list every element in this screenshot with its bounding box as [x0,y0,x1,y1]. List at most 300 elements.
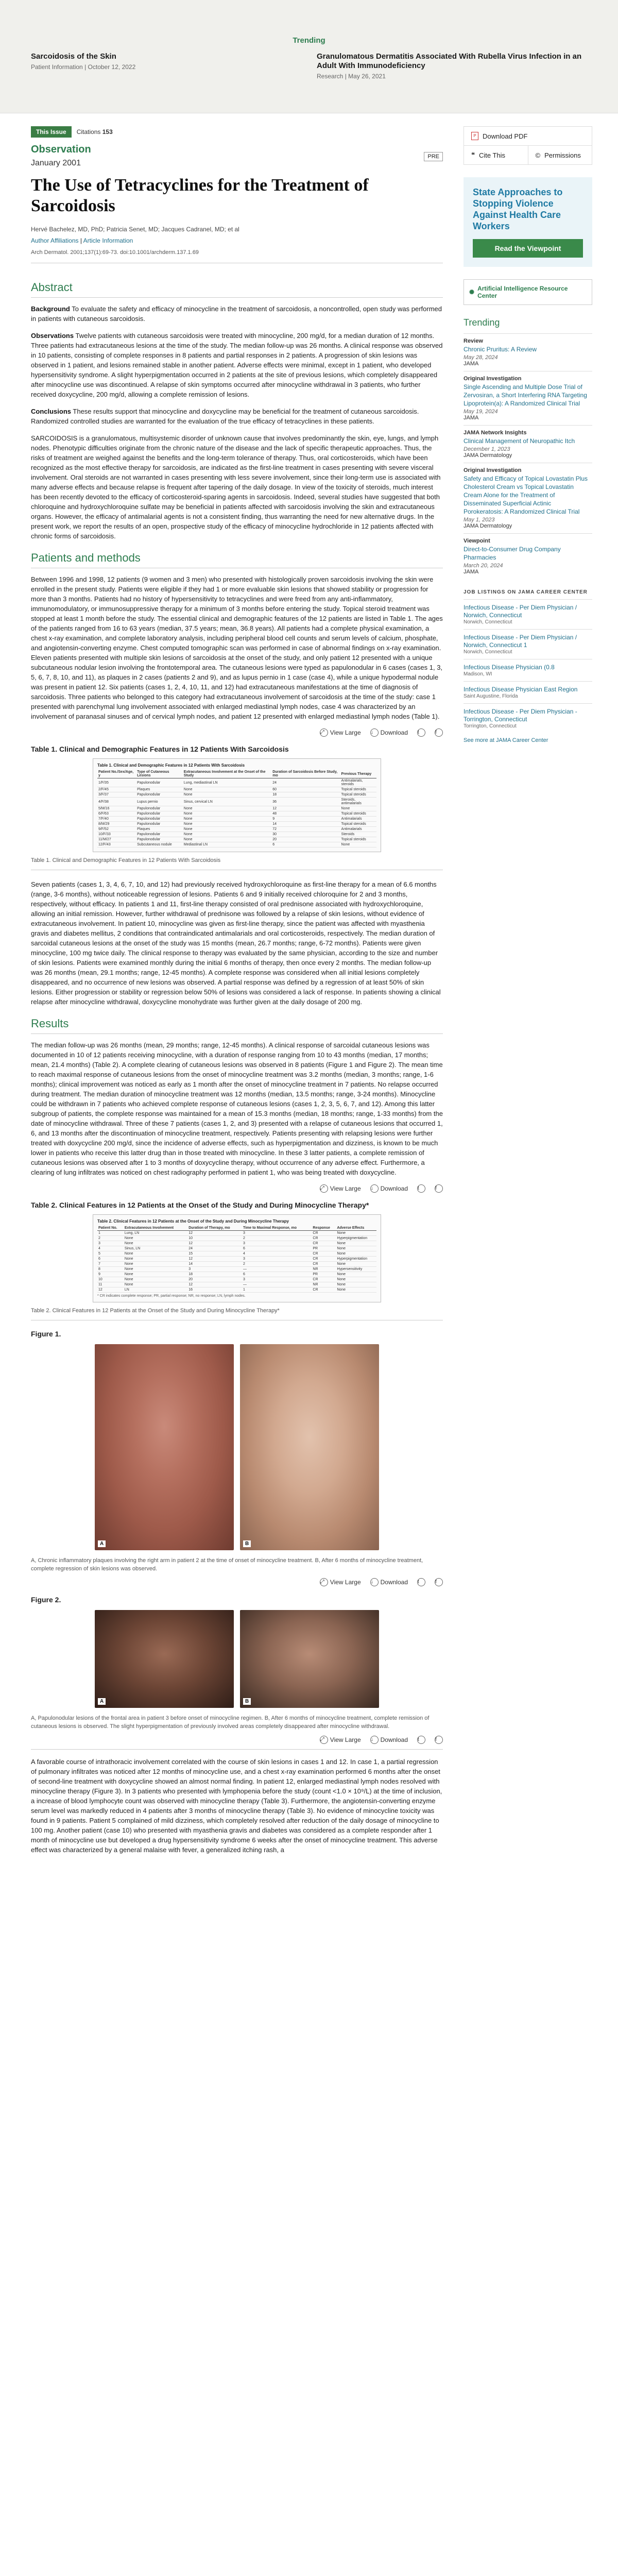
job-listings-heading: JOB LISTINGS ON JAMA CAREER CENTER [464,589,588,595]
table-header-cell: Time to Maximal Response, mo [242,1226,312,1231]
table-row [97,798,376,806]
sidebar-item-title[interactable]: Clinical Management of Neuropathic Itch [464,437,575,445]
sidebar-trending-item[interactable] [464,463,592,533]
table-cell: Subcutaneous nodule [136,842,183,848]
table-cell: 14 [187,1262,242,1267]
download-pdf-button[interactable]: P Download PDF [464,127,592,146]
job-item[interactable] [464,681,592,703]
figure2-tag-b: B [243,1698,251,1705]
job-item[interactable] [464,703,592,733]
table-header-cell: Previous Therapy [340,770,376,778]
table-header-cell: Response [312,1226,336,1231]
table-cell: Hyperpigmentation [336,1236,376,1241]
abstract-conclusions: Conclusions These results support that minocycline and doxycycline may be beneficial for the treatment of cutaneous sarcoidosis. Randomized controlled studies are warranted for the evaluation of the true efficacy of tetracyclines in these patients. [31,408,419,425]
table-row [97,792,376,798]
article-tools [464,126,592,165]
table2-actions [31,1184,443,1193]
table-cell: Hyperpigmentation [336,1257,376,1262]
table-cell: Sinus, LN [124,1246,187,1251]
table-cell: None [336,1241,376,1246]
citation-line: Arch Dermatol. 2001;137(1):69-73. doi:10.1001/archderm.137.1.69 [31,249,443,263]
table-row [97,787,376,792]
table-row [97,822,376,827]
table-cell: Plaques [136,787,183,792]
table-row [97,806,376,811]
table-cell: 1/F/35 [97,778,136,787]
facebook-icon[interactable]: f [435,728,443,737]
job-title[interactable]: Infectious Disease - Per Diem Physician - Torrington, Connecticut [464,708,577,723]
table-cell: 20 [187,1277,242,1282]
table-cell: Steroids, antimalarials [340,798,376,806]
sidebar-item-journal: JAMA [464,415,479,421]
sidebar-item-date: March 20, 2024 [464,563,503,569]
download-button[interactable]: ↓ Download [370,1736,408,1743]
expand-icon: ⤢ [320,1184,328,1193]
table-cell: Topical steroids [340,787,376,792]
permissions-button[interactable]: © Permissions [535,151,581,159]
table-cell: 10/F/33 [97,832,136,837]
download-button[interactable]: ↓ Download [370,729,408,736]
table-cell: 18 [271,792,340,798]
table-row [97,778,376,787]
table-cell: None [183,806,271,811]
table-cell: None [336,1277,376,1282]
expand-icon: ⤢ [320,1736,328,1744]
figure1-photos[interactable] [31,1344,443,1550]
table-cell: Papulonodular [136,822,183,827]
job-title[interactable]: Infectious Disease Physician (0.8 [464,664,555,671]
sidebar-item-journal: JAMA Dermatology [464,523,512,529]
sidebar-item-type: Review [464,338,483,344]
figure1-caption: A, Chronic inflammatory plaques involving the right arm in patient 2 at the time of onset of minocycline treatment. B, After 6 months of minocycline treatment, complete regression of skin lesions was observed. [31,1557,423,1572]
pdf-icon: P [471,132,478,140]
table-cell: None [183,817,271,822]
this-issue-badge[interactable]: This Issue [31,126,72,138]
ai-icon: ✺ [469,289,475,296]
table-cell: — [242,1267,312,1272]
sidebar-item-date: December 1, 2023 [464,446,510,452]
table-cell: None [124,1267,187,1272]
see-more-link[interactable]: See more at JAMA Career Center [464,737,548,743]
table-cell: 6/F/63 [97,811,136,817]
table-cell: 1 [97,1231,124,1236]
trending-row [31,52,587,80]
table-cell: 18 [187,1272,242,1277]
table-cell: Papulonodular [136,817,183,822]
table-cell: CR [312,1236,336,1241]
table-cell: NR [312,1282,336,1287]
ai-resource-center-link[interactable]: ✺ Artificial Intelligence Resource Center [464,279,592,305]
table-row [97,817,376,822]
table-cell: 16 [187,1287,242,1293]
table-cell: Papulonodular [136,806,183,811]
trending-card-date: October 12, 2022 [88,63,136,71]
job-title[interactable]: Infectious Disease - Per Diem Physician / Norwich, Connecticut [464,604,577,619]
table-row [97,1241,376,1246]
abstract-heading: Abstract [31,281,443,298]
table-cell: Antimalarials [340,817,376,822]
figure1-photo-a[interactable] [95,1344,234,1550]
table-row [97,842,376,848]
job-title[interactable]: Infectious Disease Physician East Region [464,686,578,693]
article-main [31,126,443,1862]
table-cell: 6 [271,842,340,848]
sidebar-trending-list [464,333,592,579]
table1-caption: Table 1. Clinical and Demographic Features in 12 Patients With Sarcoidosis [31,857,443,870]
sidebar-item-title[interactable]: Safety and Efficacy of Topical Lovastatin Plus Cholesterol Cream vs Topical Lovastatin Cream Alone for the Treatment of Disseminated Superficial Actinic Porokeratosis: A Randomized Clinical Trial [464,475,588,515]
pdf-badge[interactable]: PRE [424,152,443,161]
table2-title: Table 2. Clinical Features in 12 Patients at the Onset of the Study and During Minocycline Therapy* [31,1201,369,1209]
sidebar-trending-item[interactable] [464,371,592,425]
table-header-cell: Extracutaneous Involvement at the Onset of the Study [183,770,271,778]
table2-footnote: * CR indicates complete response; PR, partial response; NR, no response; LN, lymph nodes. [97,1294,246,1298]
trending-band [0,0,618,113]
table-cell: 1 [242,1287,312,1293]
table-cell: 60 [271,787,340,792]
table-cell: Lung, mediastinal LN [183,778,271,787]
table-cell: Topical steroids [340,822,376,827]
table-cell: Topical steroids [340,792,376,798]
sidebar-item-type: JAMA Network Insights [464,430,527,436]
job-list [464,599,592,733]
author-affiliations-link[interactable]: Author Affiliations [31,237,79,244]
sidebar-item-journal: JAMA Dermatology [464,452,512,459]
trending-section [31,36,587,80]
table-cell: 3 [242,1257,312,1262]
table2-caption: Table 2. Clinical Features in 12 Patients at the Onset of the Study and During Minocycline Therapy* [31,1308,443,1320]
table-row [97,1282,376,1287]
table-cell: None [183,837,271,842]
table1-image[interactable] [93,758,381,852]
table-cell: None [183,811,271,817]
table-cell: 20 [271,837,340,842]
trending-card-journal: Patient Information [31,63,83,71]
table-cell: 24 [271,778,340,787]
table-cell: 24 [187,1246,242,1251]
table-cell: 12 [187,1231,242,1236]
table-cell: 4 [242,1251,312,1257]
figure1-actions [31,1578,443,1586]
table-cell: None [336,1272,376,1277]
facebook-icon[interactable]: f [435,1578,443,1586]
table-cell: 14 [271,822,340,827]
figure1-photo-b[interactable] [240,1344,379,1550]
table-header-cell: Duration of Sarcoidosis Before Study, mo [271,770,340,778]
table-cell: CR [312,1251,336,1257]
table-cell: 2 [242,1262,312,1267]
view-large-button[interactable]: ⤢ View Large [320,729,361,736]
trending-card-date: May 26, 2021 [348,73,386,80]
table-cell: Papulonodular [136,792,183,798]
table-cell: None [340,842,376,848]
sidebar-item-type: Original Investigation [464,376,522,382]
copyright-icon: © [535,151,541,159]
sidebar-item-date: May 19, 2024 [464,409,498,415]
table-cell: Lung, LN [124,1231,187,1236]
table-row [97,1231,376,1236]
table-cell: Antimalarials, steroids [340,778,376,787]
table-cell: CR [312,1287,336,1293]
promo-title[interactable]: State Approaches to Stopping Violence Against Health Care Workers [473,187,563,231]
table-row [97,827,376,832]
view-large-button[interactable]: ⤢ View Large [320,1185,361,1192]
table-cell: 6 [97,1257,124,1262]
abstract-background: Background To evaluate the safety and efficacy of minocycline in the treatment of sarcoidosis, a noncontrolled, open study was performed in patients with cutaneous sarcoidosis. [31,305,442,323]
read-viewpoint-button[interactable]: Read the Viewpoint [473,239,583,258]
download-icon: ↓ [370,1578,379,1586]
expand-icon: ⤢ [320,728,328,737]
table-cell: CR [312,1262,336,1267]
job-location: Madison, WI [464,671,492,677]
view-large-button[interactable]: ⤢ View Large [320,1736,361,1743]
table-cell: CR [312,1241,336,1246]
trending-card-journal: Research [317,73,344,80]
table-cell: None [336,1287,376,1293]
table-cell: 2/F/45 [97,787,136,792]
table-cell: None [336,1282,376,1287]
table-cell: 10 [187,1236,242,1241]
twitter-icon[interactable]: t [417,1578,425,1586]
sidebar-trending-heading: Trending [464,317,500,328]
job-item[interactable] [464,629,592,659]
trending-card-meta [317,73,587,80]
table-row [97,1262,376,1267]
expand-icon: ⤢ [320,1578,328,1586]
methods-heading: Patients and methods [31,551,443,568]
figure2-photo-a[interactable] [95,1610,234,1708]
sidebar-item-date: May 28, 2024 [464,354,498,361]
table-cell: 3 [242,1277,312,1282]
sidebar-item-journal: JAMA [464,361,479,367]
methods-paragraph-2: Seven patients (cases 1, 3, 4, 6, 7, 10, and 12) had previously received hydroxychloroquine as first-line therapy for a mean of 6.6 months (range, 3-6 months), without noticeable regression of lesions. Patients 6 and 9 initially received chloroquine for 2 and 3 months, respectively, without efficacy. In patients 1 and 11, first-line therapy consisted of oral prednisone associated with hydroxychloroquine, allowing an initial remission. However, further withdrawal of prednisone was followed by a relapse of skin lesions, without evidence of extracutaneous involvement. In patient 10, minocycline was given as first-line therapy, since the patient was affected with myasthenia gravis and diabetes mellitus, 2 conditions that contraindicated antimalarials and oral corticosteroids, respectively. The median duration of sarcoidal cutaneous lesions at the onset of the study was 15 months (mean, 26.7 months; range, 6-72 months). Patients were given minocycline, 100 mg twice daily. The clinical response to therapy was evaluated by the same physician, according to the size and number of skin lesions. Patients were examined monthly during the initial 6 months of therapy, then once every 2 months. The median follow-up was 26 months (mean, 29.1 months; range, 12-45 months). A complete response was considered when all initial lesions completely disappeared, and no occurrence of new lesions was observed. A partial response was defined by a regression of at least 50% of skin lesions. Either progression or stability or regression below 50% of lesions was considered a lack of response. In patients showing a clinical relapse after minocycline withdrawal, doxycycline monohydrate was further given at the daily dosage of 200 mg. [31,880,441,1006]
cite-this-button[interactable]: ❝ Cite This [464,146,528,164]
trending-card-separator: | [82,63,88,71]
table-cell: None [183,832,271,837]
twitter-icon[interactable]: t [417,728,425,737]
table-cell: 3 [97,1241,124,1246]
table-row [97,1246,376,1251]
table2-image[interactable] [93,1214,381,1302]
trending-card-title[interactable]: Sarcoidosis of the Skin [31,52,116,61]
table2 [97,1226,376,1293]
table-cell: 2 [97,1236,124,1241]
table-cell: None [124,1251,187,1257]
table1-inner-title: Table 1. Clinical and Demographic Features in 12 Patients With Sarcoidosis [97,763,245,768]
article-type: Observation [31,144,91,155]
sidebar-trending-item[interactable] [464,533,592,579]
figure1-tag-b: B [243,1540,251,1547]
table-cell: None [336,1251,376,1257]
facebook-icon[interactable]: f [435,1184,443,1193]
table-row [97,832,376,837]
trending-label: Trending [293,36,325,45]
trending-card-meta [31,63,301,71]
table-cell: 12 [187,1241,242,1246]
table-cell: None [336,1246,376,1251]
sidebar-item-type: Original Investigation [464,467,522,473]
download-button[interactable]: ↓ Download [370,1185,408,1192]
table-row [97,1277,376,1282]
job-item[interactable] [464,599,592,629]
job-location: Saint Augustine, Florida [464,693,518,699]
table-cell: None [124,1262,187,1267]
table-cell: NR [312,1267,336,1272]
job-item[interactable] [464,659,592,681]
figure2-caption: A, Papulonodular lesions of the frontal area in patient 3 before onset of minocycline regimen. B, After 6 months of minocycline treatment, complete remission of cutaneous lesions is observed. The slight hyperpigmentation of previously involved areas completely disappeared after minocycline withdrawal. [31,1715,430,1730]
abstract-observations: Observations Twelve patients with cutaneous sarcoidosis were treated with minocycline, 200 mg/d, for a median duration of 12 months. Three patients had extracutaneous lesions at the time of the study. The median follow-up was 26 months. A clinical response was observed in 10 patients, consisting of complete responses in 8 patients and partial responses in 2 patients. A progression of skin lesions was observed in 1 patient, and lesions remained stable in another patient. Adverse effects were minimal, except in 1 patient, who developed hypersensitivity syndrome. A slight hyperpigmentation occurred in 2 patients at the site of previous lesions, which completely disappeared after minocycline use was discontinued. A relapse of skin symptoms occurred after minocycline withdrawal in 3 patients, who further received doxycycline, 200 mg/d, allowing a complete remission of lesions. [31,332,443,398]
sidebar-item-journal: JAMA [464,569,479,575]
sidebar-trending-item[interactable] [464,425,592,463]
table-cell: None [124,1257,187,1262]
download-icon: ↓ [370,1736,379,1744]
table-cell: 3 [242,1231,312,1236]
table-cell: 8/M/29 [97,822,136,827]
table-cell: 9 [271,817,340,822]
table-row [97,1267,376,1272]
sidebar-trending-item[interactable] [464,333,592,371]
table-cell: 12 [97,1287,124,1293]
table-cell: 6 [242,1246,312,1251]
table-row [97,1236,376,1241]
issue-row [31,126,443,138]
table1 [97,770,376,848]
table-cell: 3/F/37 [97,792,136,798]
table-row [97,1251,376,1257]
quote-icon: ❝ [471,151,475,159]
table-row [97,837,376,842]
job-location: Torrington, Connecticut [464,723,517,729]
table-header-cell: Type of Cutaneous Lesions [136,770,183,778]
intro-paragraph: SARCOIDOSIS is a granulomatous, multisystemic disorder of unknown cause that involves predominantly the skin, eye, lungs, and lymph nodes. Phenotypic difficulties originate from the chronic nature of the disease and the lack of specific therapeutic approaches. Thus, the risks of treatment are weighed against the benefits and the long-term tolerance of therapy. Thus, oral corticosteroids, which have been recognized as the most effective therapy for sarcoidosis, are indicated as the first-line treatment in cases presenting with severe visceral involvement. Oral steroids are not warranted in cases presenting with less severe involvement, since their long-term use is associated with many adverse effects and because relapse is frequent after tapering of the daily dosage. In view of the toxicity of steroids, much interest has been recently devoted to the efficacy of corticosteroid-sparing agents in sarcoidosis. Indeed, several studies have suggested that both chloroquine and hydroxychloroquine sulfate may be beneficial in patients affected with sarcoidosis involving the skin and extracutaneous organs. However, the efficacy of antimalarial agents is not a consistent finding, thus warranting the need for new alternative drugs. In the present work, we report the results of an open, prospective study of the efficacy of minocycline hydrochloride in 12 patients affected with chronic forms of sarcoidosis. [31,434,441,540]
table-cell: Papulonodular [136,811,183,817]
table-cell: Plaques [136,827,183,832]
article-links: Author Affiliations | Article Information [31,237,133,244]
sidebar-item-date: May 1, 2023 [464,517,495,523]
table-header-cell: Adverse Effects [336,1226,376,1231]
figure2-tag-a: A [98,1698,106,1705]
table-cell: 9/F/52 [97,827,136,832]
table-cell: None [124,1277,187,1282]
table-cell: Topical steroids [340,811,376,817]
table-cell: LN [124,1287,187,1293]
table-cell: 12 [271,806,340,811]
table-cell: 12 [187,1282,242,1287]
sidebar-item-title[interactable]: Direct-to-Consumer Drug Company Pharmacies [464,546,561,561]
table-cell: — [242,1282,312,1287]
article-information-link[interactable]: Article Information [83,237,133,244]
table-cell: Antimalarials [340,827,376,832]
table-cell: CR [312,1257,336,1262]
job-title[interactable]: Infectious Disease - Per Diem Physician / Norwich, Connecticut 1 [464,634,577,649]
job-listings [464,589,592,743]
table-cell: Lupus pernio [136,798,183,806]
twitter-icon[interactable]: t [417,1184,425,1193]
trending-card-separator: | [343,73,349,80]
table-cell: Sinus, cervical LN [183,798,271,806]
table-cell: 4/F/38 [97,798,136,806]
figure1-label: Figure 1. [31,1330,61,1338]
table-row [97,1257,376,1262]
table2-inner-title: Table 2. Clinical Features in 12 Patients at the Onset of the Study and During Minocycline Therapy [97,1219,289,1224]
table-cell: 8 [97,1267,124,1272]
figure2-photo-b[interactable] [240,1610,379,1708]
table1-title: Table 1. Clinical and Demographic Features in 12 Patients With Sarcoidosis [31,745,289,753]
trending-card-title[interactable]: Granulomatous Dermatitis Associated With Rubella Virus Infection in an Adult With Immunodeficiency [317,52,582,70]
table1-actions [31,728,443,737]
figure2-label: Figure 2. [31,1596,61,1604]
table-header-cell: Patient No. [97,1226,124,1231]
table-cell: 36 [271,798,340,806]
sidebar-item-title[interactable]: Single Ascending and Multiple Dose Trial of Zervosiran, a Short Interfering RNA Targeting Lipoprotein(a): A Randomized Clinical Trial [464,383,587,407]
table-cell: 30 [271,832,340,837]
table-cell: 11/M/27 [97,837,136,842]
table-cell: 3 [187,1267,242,1272]
authors[interactable]: Hervé Bachelez, MD, PhD; Patricia Senet, MD; Jacques Cadranel, MD; et al [31,226,239,233]
results-paragraph: The median follow-up was 26 months (mean, 29 months; range, 12-45 months). A clinical response of sarcoidal cutaneous lesions was documented in 10 of 12 patients receiving minocycline, with a duration of response ranging from 10 to 43 months (median, 17 months; mean, 21.4 months) (Table 2). A complete clearing of cutaneous lesions was observed in 8 patients (Figure 1 and Figure 2). The mean time to reach maximal response of cutaneous lesions from the onset of minocycline treatment was 3.2 months (median, 3 months; range, 1-6 months); clinical improvement was noticed as early as 1 month after the onset of minocycline treatment in 7 patients. No relapse occurred during treatment. The median duration of minocycline treatment was 12 months (median, 13.5 months; range, 3-24 months). Minocycline could be withdrawn in 7 patients who achieved complete response of cutaneous lesions (cases 1, 2, 3, 5, 6, 7, and 12). Among this latter subgroup of patients, the complete response was maintained for a mean of 15.3 months (median, 18 months; range, 1-33 months) from the date of minocycline withdrawal. Three of these 7 patients (cases 1, 2, and 3) presented with a relapse of cutaneous lesions that occurred 1, 6, and 13 months after the discontinuation of minocycline treatment, respectively. Patients presenting with relapsing lesions were further treated with doxycycline 200 mg/d, since the incidence of adverse effects, such as hyperpigmentation and dizziness, is known to be much lower in patients who receive this latter drug than in those treated with minocycline. In these 3 latter patients, a complete remission of cutaneous lesions was observed after 1 to 3 months of doxycycline therapy, without occurrence of any adverse effect. Furthermore, a clearing of lung infiltrates was noticed on chest radiography performed in patient 1, who was being treated with doxycycline. [31,1041,443,1176]
sidebar [464,126,592,743]
sidebar-item-title[interactable]: Chronic Pruritus: A Review [464,346,537,353]
table-row [97,1287,376,1293]
table-cell: 2 [242,1236,312,1241]
table-cell: None [183,787,271,792]
sidebar-trending [464,317,592,579]
table-cell: Steroids [340,832,376,837]
trending-card[interactable] [31,52,301,80]
cite-permissions-row [464,146,592,164]
table-row [97,811,376,817]
table-cell: Papulonodular [136,832,183,837]
figure2-actions [31,1736,443,1744]
table-cell: 5 [97,1251,124,1257]
table-cell: 10 [97,1277,124,1282]
sidebar-item-type: Viewpoint [464,538,490,544]
figure2-photos[interactable] [31,1610,443,1708]
download-icon: ↓ [370,728,379,737]
table-cell: 12 [187,1257,242,1262]
table-cell: 3 [242,1241,312,1246]
table-cell: None [124,1236,187,1241]
table-cell: 7/F/40 [97,817,136,822]
table-cell: 15 [187,1251,242,1257]
table-cell: CR [312,1277,336,1282]
download-button[interactable]: ↓ Download [370,1579,408,1586]
download-icon: ↓ [370,1184,379,1193]
table-cell: None [336,1231,376,1236]
table-cell: None [336,1262,376,1267]
view-large-button[interactable]: ⤢ View Large [320,1579,361,1586]
results-heading: Results [31,1017,443,1034]
table-cell: Papulonodular [136,778,183,787]
article-title: The Use of Tetracyclines for the Treatment of Sarcoidosis [31,176,369,215]
table-header-cell: Patient No./Sex/Age, y [97,770,136,778]
trending-card[interactable] [317,52,587,80]
table-cell: 72 [271,827,340,832]
table-cell: Topical steroids [340,837,376,842]
table-cell: 4 [97,1246,124,1251]
table-cell: None [183,827,271,832]
citations-count[interactable]: Citations 153 [76,128,113,135]
promo-box [464,177,592,267]
table-cell: Papulonodular [136,837,183,842]
facebook-icon[interactable]: f [435,1736,443,1744]
table-header-cell: Duration of Therapy, mo [187,1226,242,1231]
table-row [97,1272,376,1277]
table-cell: None [124,1241,187,1246]
table-cell: PR [312,1272,336,1277]
table-cell: PR [312,1246,336,1251]
table-cell: 11 [97,1282,124,1287]
twitter-icon[interactable]: t [417,1736,425,1744]
